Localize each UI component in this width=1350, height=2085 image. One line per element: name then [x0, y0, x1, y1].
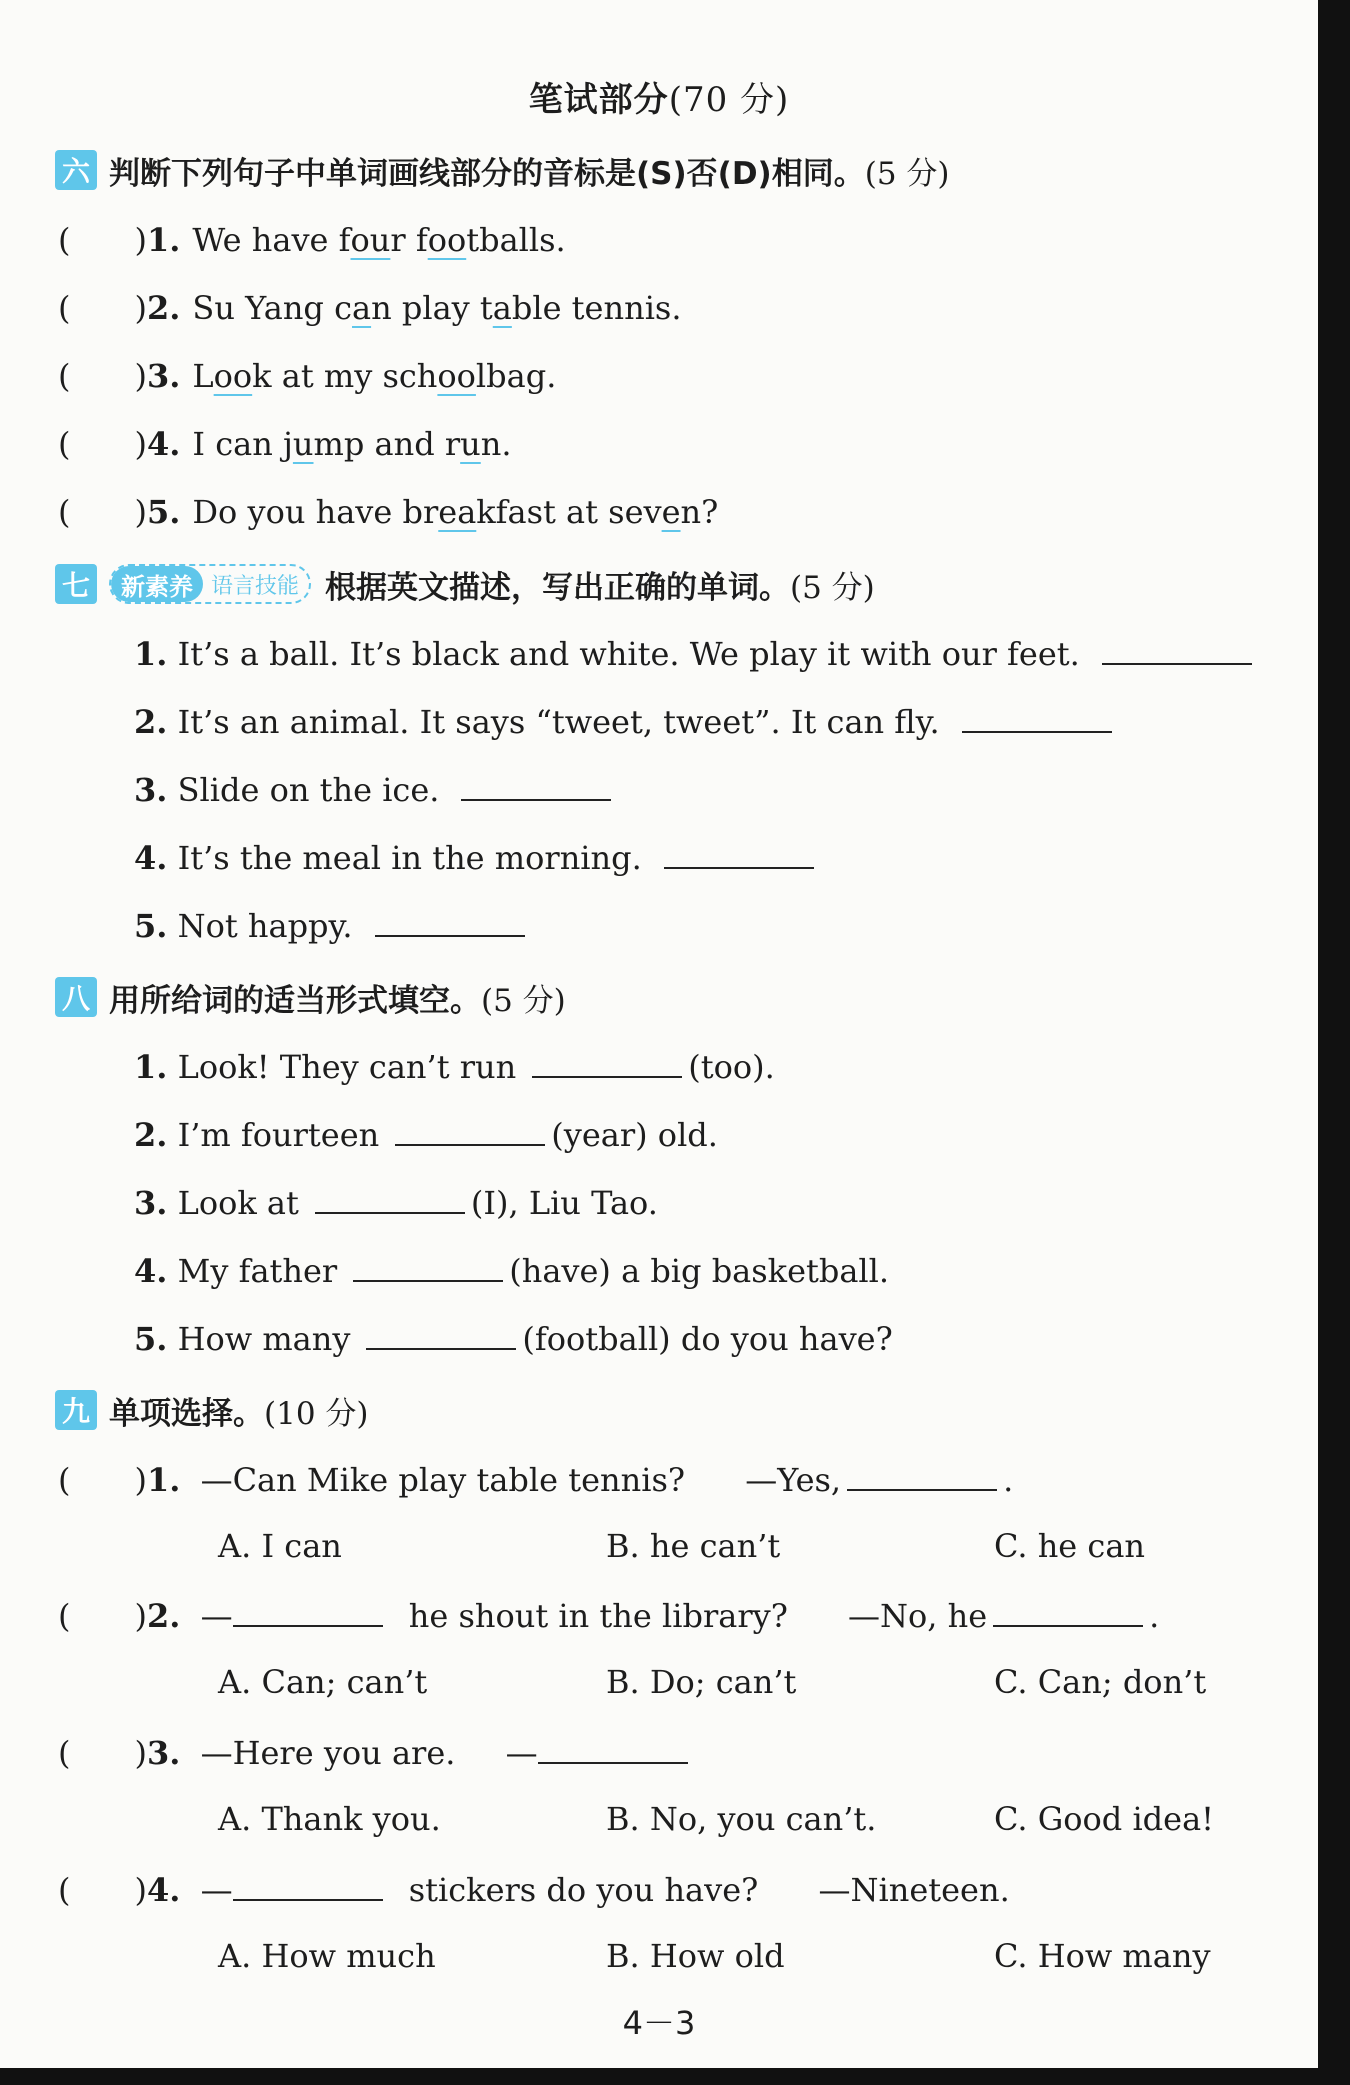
underlined-part: u — [292, 425, 314, 463]
sentence-part: Su Yang c — [192, 289, 352, 327]
mc-option-1b[interactable]: B. he can’t — [606, 1527, 781, 1565]
sec8-item-1: 1. Look! They can’t run (too). — [134, 1048, 775, 1086]
answer-blank[interactable] — [532, 1046, 682, 1078]
sentence — [192, 425, 511, 463]
section-6-instruction: 判断下列句子中单词画线部分的音标是(S)否(D)相同。(5 分) — [109, 155, 950, 192]
underlined-part: oo — [437, 357, 476, 395]
underlined-part: oo — [427, 221, 467, 259]
answer-paren[interactable]: ( ) — [58, 357, 147, 395]
sentence — [192, 493, 718, 531]
mc-option-3a[interactable]: A. Thank you. — [218, 1800, 441, 1838]
sec6-item-5 — [58, 490, 718, 534]
answer-blank[interactable] — [962, 701, 1112, 733]
scan-edge-bottom — [0, 2068, 1350, 2085]
sentence-part: n. — [480, 425, 512, 463]
sentence-part: k at my sch — [252, 357, 438, 395]
answer-blank[interactable] — [993, 1595, 1143, 1627]
sec8-item-4: 4. My father (have) a big basketball. — [134, 1252, 890, 1290]
sec8-item-2: 2. I’m fourteen (year) old. — [134, 1116, 718, 1154]
answer-blank[interactable] — [233, 1869, 383, 1901]
answer-blank[interactable] — [353, 1250, 503, 1282]
mc-option-4a[interactable]: A. How much — [218, 1937, 436, 1975]
sentence-part: Do you have br — [192, 493, 439, 531]
underlined-part: a — [352, 289, 372, 327]
item-number: 3. — [146, 357, 181, 395]
underlined-part: ea — [438, 493, 477, 531]
skill-tag: 新素养 语言技能 — [109, 564, 311, 604]
sentence-part: tballs. — [466, 221, 566, 259]
page-number: 4－3 — [622, 2004, 696, 2042]
sec7-item-4: 4. It’s the meal in the morning. — [134, 836, 820, 880]
sentence-part: lbag. — [475, 357, 557, 395]
sec6-item-4 — [58, 422, 512, 466]
sec8-item-5: 5. How many (football) do you have? — [134, 1320, 893, 1358]
mc-option-4c[interactable]: C. How many — [994, 1937, 1211, 1975]
sentence — [192, 221, 565, 259]
mc-question-1: ( )1. —Can Mike play table tennis? —Yes, . — [58, 1461, 1014, 1499]
answer-paren[interactable]: ( ) — [58, 493, 147, 531]
sec6-item-3 — [58, 354, 556, 398]
sec8-item-3: 3. Look at (I), Liu Tao. — [134, 1184, 658, 1222]
section-6-badge: 六 — [55, 150, 97, 190]
section-8-header — [55, 975, 566, 1019]
mc-option-3b[interactable]: B. No, you can’t. — [606, 1800, 877, 1838]
sec7-item-1: 1. It’s a ball. It’s black and white. We play it with our feet. — [134, 632, 1258, 676]
mc-option-3c[interactable]: C. Good idea! — [994, 1800, 1215, 1838]
mc-question-4: ( )4. — stickers do you have? —Nineteen. — [58, 1871, 1010, 1909]
answer-blank[interactable] — [366, 1318, 516, 1350]
underlined-part: a — [492, 289, 512, 327]
scan-edge-right — [1318, 0, 1350, 2085]
mc-option-4b[interactable]: B. How old — [606, 1937, 785, 1975]
sec7-item-2: 2. It’s an animal. It says “tweet, tweet”. It can fly. — [134, 700, 1118, 744]
sentence-part: L — [192, 357, 214, 395]
section-6-header — [55, 148, 950, 192]
section-7-instruction: 根据英文描述，写出正确的单词。(5 分) — [325, 569, 875, 606]
item-number: 5. — [146, 493, 181, 531]
answer-blank[interactable] — [847, 1459, 997, 1491]
mc-option-1a[interactable]: A. I can — [218, 1527, 342, 1565]
sentence — [192, 289, 681, 327]
underlined-part: ou — [350, 221, 391, 259]
item-number: 4. — [146, 425, 181, 463]
sentence-part: n? — [680, 493, 719, 531]
page-title: 笔试部分(70 分) — [528, 80, 790, 120]
section-7-badge: 七 — [55, 564, 97, 604]
item-number: 2. — [146, 289, 181, 327]
section-9-header — [55, 1388, 369, 1432]
underlined-part: oo — [213, 357, 253, 395]
answer-blank[interactable] — [315, 1182, 465, 1214]
mc-option-1c[interactable]: C. he can — [994, 1527, 1146, 1565]
section-8-badge: 八 — [55, 977, 97, 1017]
sentence-part: mp and r — [313, 425, 461, 463]
underlined-part: e — [661, 493, 681, 531]
sentence-part: ble tennis. — [511, 289, 682, 327]
mc-option-2a[interactable]: A. Can; can’t — [218, 1663, 428, 1701]
sec7-item-3: 3. Slide on the ice. — [134, 768, 617, 812]
answer-blank[interactable] — [664, 837, 814, 869]
sentence-part: kfast at sev — [476, 493, 662, 531]
answer-blank[interactable] — [1102, 633, 1252, 665]
answer-blank[interactable] — [233, 1595, 383, 1627]
sentence-part: r f — [390, 221, 428, 259]
section-8-instruction: 用所给词的适当形式填空。(5 分) — [109, 982, 566, 1019]
mc-question-3: ( )3. —Here you are. — — [58, 1731, 694, 1775]
section-7-header — [55, 562, 875, 606]
sentence-part: I can j — [192, 425, 293, 463]
mc-option-2b[interactable]: B. Do; can’t — [606, 1663, 797, 1701]
mc-question-2: ( )2. — he shout in the library? —No, he . — [58, 1597, 1160, 1635]
sentence-part: We have f — [192, 221, 351, 259]
answer-blank[interactable] — [538, 1732, 688, 1764]
sentence — [192, 357, 556, 395]
answer-paren[interactable]: ( ) — [58, 425, 147, 463]
sec6-item-2 — [58, 286, 682, 330]
answer-blank[interactable] — [375, 905, 525, 937]
sentence-part: n play t — [371, 289, 493, 327]
section-9-instruction: 单项选择。(10 分) — [109, 1395, 369, 1432]
sec7-item-5: 5. Not happy. — [134, 904, 531, 948]
answer-blank[interactable] — [395, 1114, 545, 1146]
mc-option-2c[interactable]: C. Can; don’t — [994, 1663, 1207, 1701]
underlined-part: u — [460, 425, 481, 463]
answer-paren[interactable]: ( ) — [58, 289, 147, 327]
item-number: 1. — [146, 221, 181, 259]
answer-blank[interactable] — [461, 769, 611, 801]
sec6-item-1 — [58, 218, 566, 262]
section-9-badge: 九 — [55, 1390, 97, 1430]
answer-paren[interactable]: ( ) — [58, 221, 147, 259]
